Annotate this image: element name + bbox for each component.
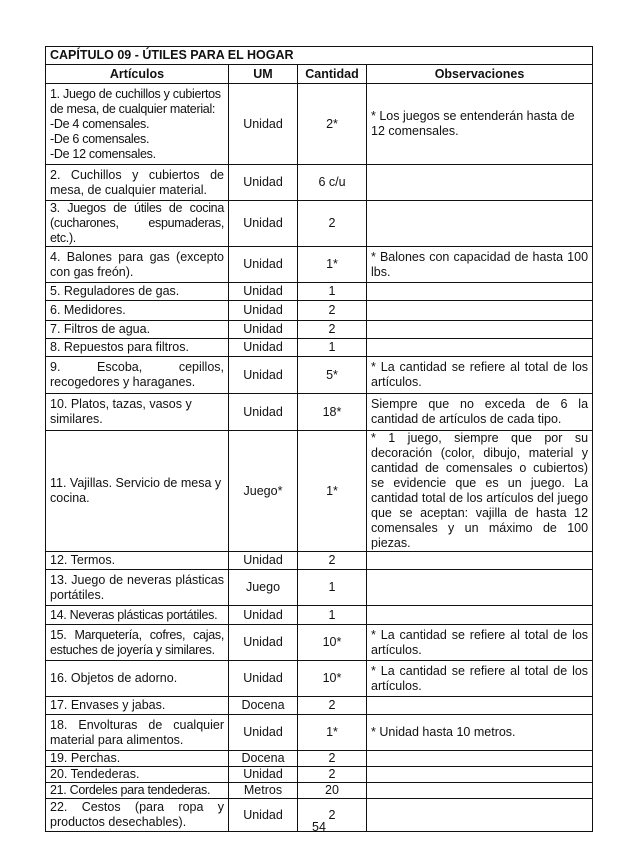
um-cell: Unidad: [229, 321, 298, 339]
item-cell: 12. Termos.: [46, 552, 229, 570]
obs-cell: Siempre que no exceda de 6 la cantidad de artículos de cada tipo.: [367, 394, 593, 431]
qty-cell: 18*: [298, 394, 367, 431]
um-cell: Docena: [229, 697, 298, 715]
obs-cell: * Balones con capacidad de hasta 100 lbs.: [367, 247, 593, 283]
qty-cell: 1*: [298, 431, 367, 552]
um-cell: Juego: [229, 570, 298, 606]
obs-cell: [367, 339, 593, 357]
qty-cell: 2*: [298, 84, 367, 165]
table-row: [46, 321, 593, 339]
um-cell: Docena: [229, 751, 298, 767]
item-cell: 9. Escoba, cepillos, recogedores y haraganes.: [46, 357, 229, 394]
qty-cell: 1*: [298, 247, 367, 283]
item-cell: 20. Tendederas.: [46, 767, 229, 783]
item-cell: 5. Reguladores de gas.: [46, 283, 229, 301]
table-row: [46, 606, 593, 625]
um-cell: Juego*: [229, 431, 298, 552]
qty-cell: 2: [298, 201, 367, 247]
table-row: [46, 697, 593, 715]
item-line: -De 6 comensales.: [50, 131, 150, 146]
item-cell: [46, 84, 229, 165]
obs-cell: * 1 juego, siempre que por su decoración (color, dibujo, material y cantidad de comensales o cubiertos) se evidencie que es un juego. La cantidad total de los artículos del juego que se aceptan: vajilla de hasta 12 comensales y un máximo de 100 piezas.: [367, 431, 593, 552]
item-cell: 16. Objetos de adorno.: [46, 661, 229, 697]
um-cell: Unidad: [229, 799, 298, 832]
obs-cell: [367, 301, 593, 321]
qty-cell: 2: [298, 552, 367, 570]
item-cell: 13. Juego de neveras plásticas portátiles.: [46, 570, 229, 606]
table-row: [46, 552, 593, 570]
um-cell: Unidad: [229, 715, 298, 751]
qty-cell: 1: [298, 606, 367, 625]
page-number: 54: [312, 820, 326, 834]
qty-cell: 1: [298, 570, 367, 606]
um-cell: Unidad: [229, 247, 298, 283]
col-header-um: UM: [229, 65, 298, 84]
table-row: [46, 339, 593, 357]
qty-cell: 2: [298, 321, 367, 339]
obs-cell: [367, 552, 593, 570]
item-cell: 19. Perchas.: [46, 751, 229, 767]
table-row: [46, 570, 593, 606]
table-row: [46, 301, 593, 321]
qty-cell: 2: [298, 751, 367, 767]
um-cell: Unidad: [229, 84, 298, 165]
qty-cell: 2: [298, 799, 367, 832]
qty-cell: 1*: [298, 715, 367, 751]
table-header: [46, 65, 593, 84]
obs-cell: * La cantidad se refiere al total de los artículos.: [367, 661, 593, 697]
table-row: [46, 661, 593, 697]
item-cell: 7. Filtros de agua.: [46, 321, 229, 339]
table-row: [46, 783, 593, 799]
item-cell: 22. Cestos (para ropa y productos desechables).: [46, 799, 229, 832]
table-row: [46, 751, 593, 767]
qty-cell: 2: [298, 697, 367, 715]
table-row: [46, 767, 593, 783]
table-row: [46, 84, 593, 165]
qty-cell: 1: [298, 283, 367, 301]
um-cell: Unidad: [229, 394, 298, 431]
item-cell: 3. Juegos de útiles de cocina (cucharones, espumaderas, etc.).: [46, 201, 229, 247]
table-row: [46, 625, 593, 661]
obs-cell: [367, 570, 593, 606]
item-cell: 21. Cordeles para tendederas.: [46, 783, 229, 799]
item-cell: 14. Neveras plásticas portátiles.: [46, 606, 229, 625]
table-row: [46, 357, 593, 394]
obs-cell: * Los juegos se entenderán hasta de 12 comensales.: [367, 84, 593, 165]
um-cell: Unidad: [229, 283, 298, 301]
qty-cell: 20: [298, 783, 367, 799]
obs-cell: [367, 697, 593, 715]
item-cell: 4. Balones para gas (excepto con gas freón).: [46, 247, 229, 283]
um-cell: Unidad: [229, 201, 298, 247]
item-cell: 18. Envolturas de cualquier material para alimentos.: [46, 715, 229, 751]
chapter-title: CAPÍTULO 09 - ÚTILES PARA EL HOGAR: [46, 47, 593, 65]
obs-cell: * La cantidad se refiere al total de los artículos.: [367, 357, 593, 394]
qty-cell: 6 c/u: [298, 165, 367, 201]
qty-cell: 2: [298, 301, 367, 321]
obs-cell: * Unidad hasta 10 metros.: [367, 715, 593, 751]
um-cell: Metros: [229, 783, 298, 799]
um-cell: Unidad: [229, 165, 298, 201]
qty-cell: 10*: [298, 661, 367, 697]
um-cell: Unidad: [229, 661, 298, 697]
item-cell: 10. Platos, tazas, vasos y similares.: [46, 394, 229, 431]
obs-cell: * La cantidad se refiere al total de los artículos.: [367, 625, 593, 661]
table-row: [46, 394, 593, 431]
um-cell: Unidad: [229, 552, 298, 570]
utiles-hogar-table: [45, 46, 593, 832]
item-cell: 6. Medidores.: [46, 301, 229, 321]
um-cell: Unidad: [229, 767, 298, 783]
col-header-cantidad: Cantidad: [298, 65, 367, 84]
table-row: [46, 715, 593, 751]
qty-cell: 10*: [298, 625, 367, 661]
table-row: [46, 201, 593, 247]
obs-cell: [367, 283, 593, 301]
col-header-observaciones: Observaciones: [367, 65, 593, 84]
obs-cell: [367, 321, 593, 339]
obs-cell: [367, 165, 593, 201]
item-line: -De 12 comensales.: [50, 146, 156, 161]
item-line: 1. Juego de cuchillos y cubiertos de mesa, de cualquier material:: [50, 86, 221, 116]
obs-cell: [367, 606, 593, 625]
um-cell: Unidad: [229, 606, 298, 625]
um-cell: Unidad: [229, 301, 298, 321]
table-row: [46, 165, 593, 201]
item-cell: 11. Vajillas. Servicio de mesa y cocina.: [46, 431, 229, 552]
qty-cell: 1: [298, 339, 367, 357]
obs-cell: [367, 783, 593, 799]
col-header-articulos: Artículos: [46, 65, 229, 84]
qty-cell: 5*: [298, 357, 367, 394]
item-cell: 8. Repuestos para filtros.: [46, 339, 229, 357]
qty-cell: 2: [298, 767, 367, 783]
table-row: [46, 247, 593, 283]
item-cell: 15. Marquetería, cofres, cajas, estuches de joyería y similares.: [46, 625, 229, 661]
item-cell: 2. Cuchillos y cubiertos de mesa, de cualquier material.: [46, 165, 229, 201]
um-cell: Unidad: [229, 625, 298, 661]
item-cell: 17. Envases y jabas.: [46, 697, 229, 715]
item-line: -De 4 comensales.: [50, 116, 150, 131]
table-row: [46, 431, 593, 552]
table-row: [46, 283, 593, 301]
um-cell: Unidad: [229, 357, 298, 394]
obs-cell: [367, 767, 593, 783]
obs-cell: [367, 201, 593, 247]
um-cell: Unidad: [229, 339, 298, 357]
obs-cell: [367, 751, 593, 767]
